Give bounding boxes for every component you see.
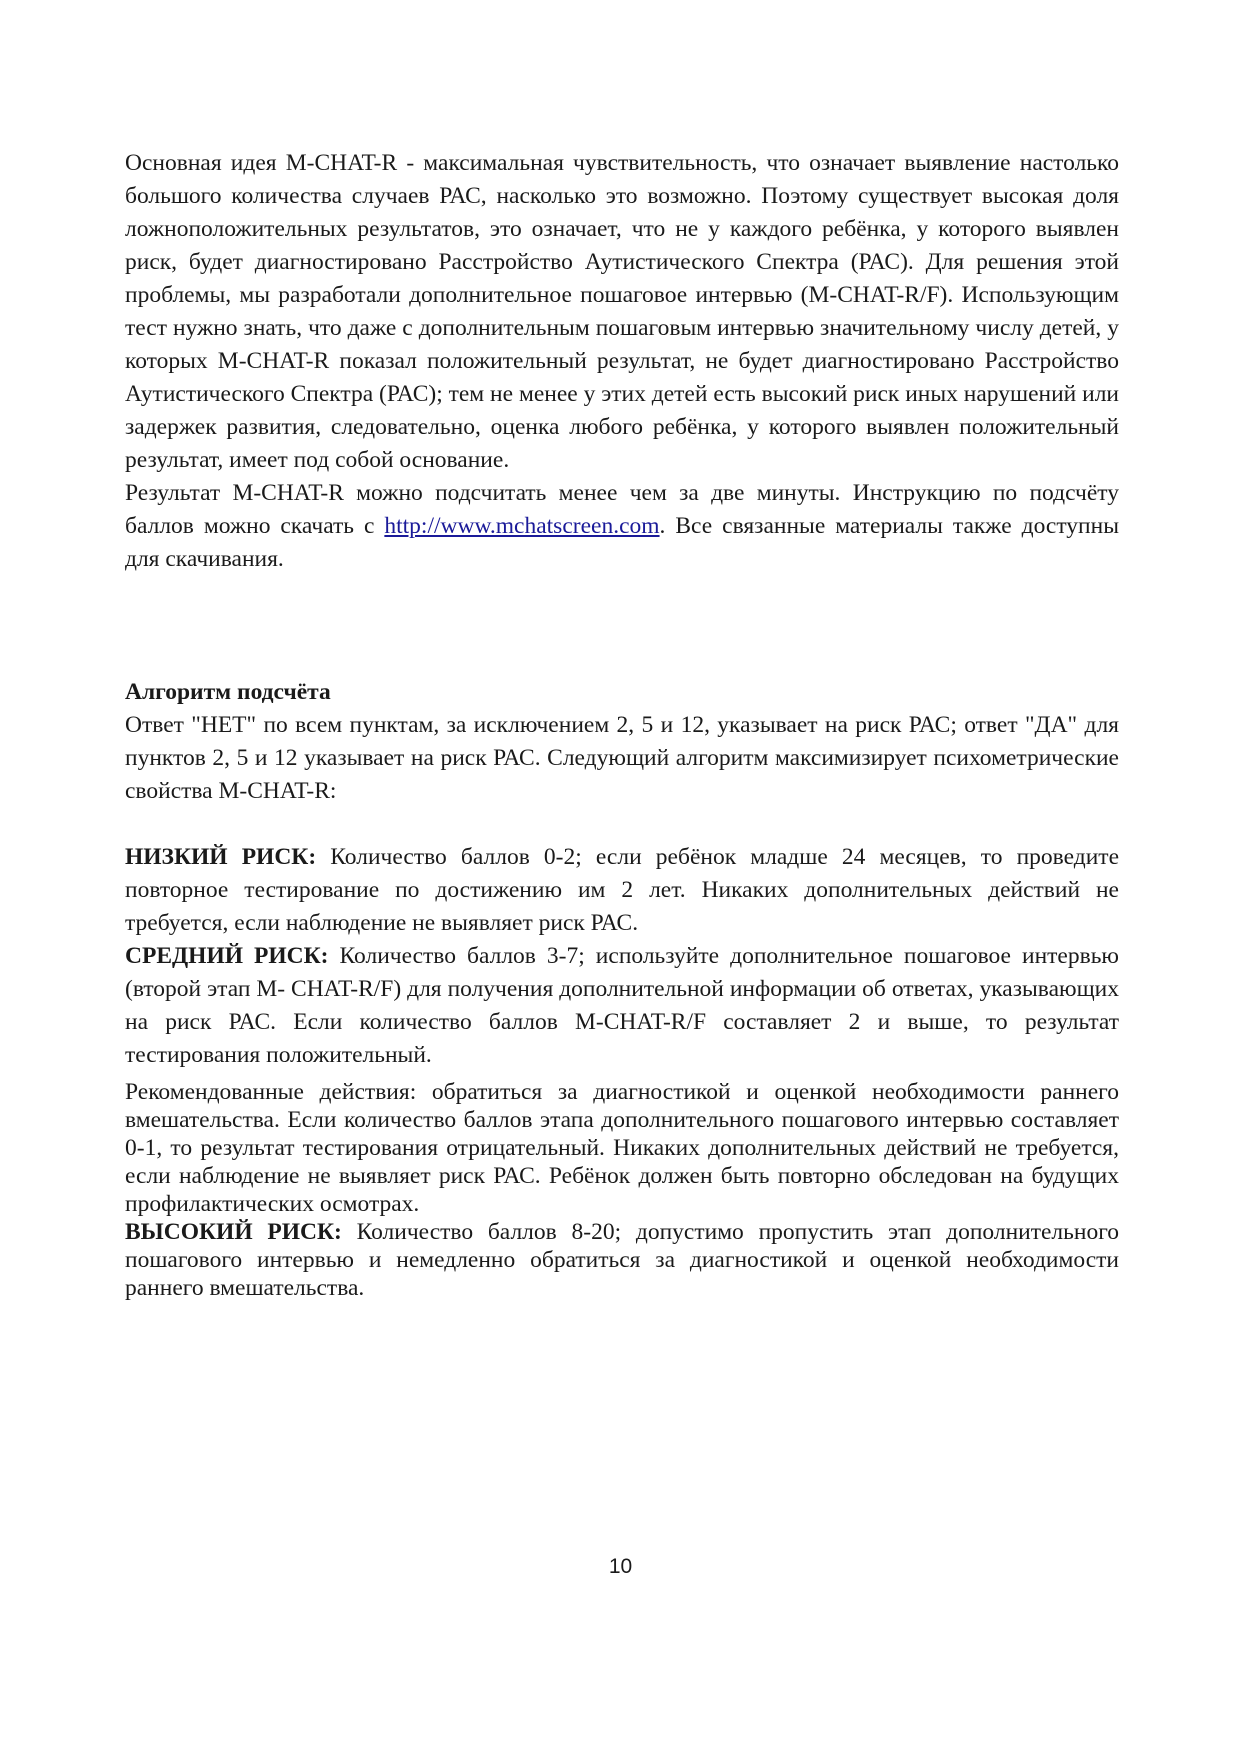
medium-risk-paragraph	[125, 940, 1119, 1072]
intro-paragraph: Основная идея M-CHAT-R - максимальная чувствительность, что означает выявление настолько большого количества случаев РАС, насколько это возможно. Поэтому существует высокая доля ложноположительных результатов, это означает, что не у каждого ребёнка, у которого выявлен риск, будет диагностировано Расстройство Аутистического Спектра (РАС). Для решения этой проблемы, мы разработали дополнительное пошаговое интервью (M-CHAT-R/F). Использующим тест нужно знать, что даже с дополнительным пошаговым интервью значительному числу детей, у которых M-CHAT-R показал положительный результат, не будет диагностировано Расстройство Аутистического Спектра (РАС); тем не менее у этих детей есть высокий риск иных нарушений или задержек развития, следовательно, оценка любого ребёнка, у которого выявлен положительный результат, имеет под собой основание.	[125, 150, 1119, 473]
mchatscreen-link[interactable]: http://www.mchatscreen.com	[384, 513, 660, 539]
low-risk-paragraph	[125, 841, 1119, 940]
algorithm-paragraph: Ответ "НЕТ" по всем пунктам, за исключением 2, 5 и 12, указывает на риск РАС; ответ "ДА" для пунктов 2, 5 и 12 указывает на риск РАС. Следующий алгоритм максимизирует психометрические свойства M-CHAT-R:	[125, 712, 1119, 804]
page-number: 10	[608, 1555, 633, 1578]
low-risk-label: НИЗКИЙ РИСК:	[125, 844, 317, 870]
scoring-info-text: Результат M-CHAT-R можно подсчитать менее чем за две минуты. Инструкцию по подсчёту баллов можно скачать с	[125, 480, 1119, 539]
medium-risk-label: СРЕДНИЙ РИСК:	[125, 943, 329, 969]
recommended-actions-paragraph: Рекомендованные действия: обратиться за диагностикой и оценкой необходимости раннего вмешательства. Если количество баллов этапа дополнительного пошагового интервью составляет 0-1, то результат тестирования отрицательный. Никаких дополнительных действий не требуется, если наблюдение не выявляет риск РАС. Ребёнок должен быть повторно обследован на будущих профилактических осмотрах.	[125, 1079, 1119, 1217]
high-risk-paragraph	[125, 1218, 1119, 1302]
medium-risk-text: Количество баллов 3-7; используйте дополнительное пошаговое интервью (второй этап M- CHAT-R/F) для получения дополнительной информации об ответах, указывающих на риск РАС. Если количество баллов M-CHAT-R/F составляет 2 и выше, то результат тестирования положительный.	[125, 943, 1119, 1068]
spacer	[125, 808, 1119, 841]
scoring-info-paragraph	[125, 477, 1119, 576]
high-risk-label: ВЫСОКИЙ РИСК:	[125, 1219, 342, 1245]
document-body	[125, 147, 1119, 1302]
algorithm-heading: Алгоритм подсчёта	[125, 679, 331, 705]
high-risk-text: Количество баллов 8-20; допустимо пропустить этап дополнительного пошагового интервью и немедленно обратиться за диагностикой и оценкой необходимости раннего вмешательства.	[125, 1219, 1119, 1301]
scoring-info-text-end: . Все связанные материалы также доступны для скачивания.	[125, 513, 1119, 572]
low-risk-text: Количество баллов 0-2; если ребёнок младше 24 месяцев, то проведите повторное тестирование по достижению им 2 лет. Никаких дополнительных действий не требуется, если наблюдение не выявляет риск РАС.	[125, 844, 1119, 936]
